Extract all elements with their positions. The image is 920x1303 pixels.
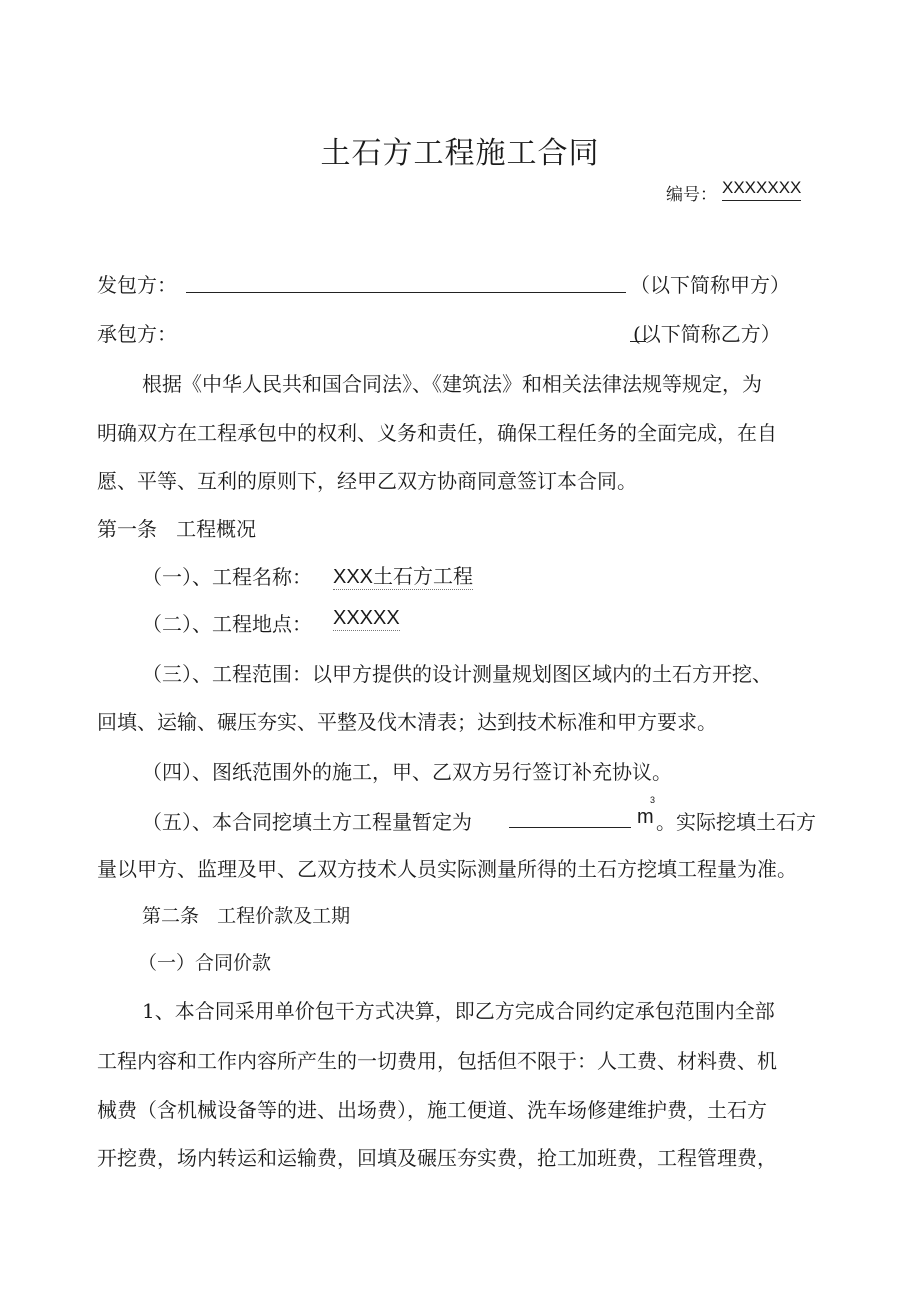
party-b-label: 承包方： — [97, 322, 177, 346]
quantity-unit-superscript: 3 — [650, 795, 656, 805]
project-name-label: （一）、工程名称： — [142, 565, 312, 589]
project-location-label: （二）、工程地点： — [142, 612, 312, 636]
contract-number-value: XXXXXXX — [722, 178, 801, 201]
project-location-value: XXXXX — [333, 607, 400, 629]
contract-price-heading: （一）合同价款 — [138, 952, 272, 974]
preamble-line-1: 根据《中华人民共和国合同法》、《建筑法》和相关法律法规等规定，为 — [142, 372, 762, 396]
project-scope-line-1: （三）、工程范围：以甲方提供的设计测量规划图区域内的土石方开挖、 — [142, 662, 772, 686]
article-1-heading: 第一条 工程概况 — [97, 517, 257, 541]
pricing-line-4: 开挖费，场内转运和运输费，回填及碾压夯实费，抢工加班费，工程管理费， — [97, 1146, 777, 1170]
project-name-value: XXX土石方工程 — [333, 560, 473, 590]
contract-number-label: 编号： — [666, 185, 717, 205]
preamble-line-2: 明确双方在工程承包中的权利、义务和责任，确保工程任务的全面完成，在自 — [97, 421, 777, 445]
quantity-blank-line — [509, 827, 631, 828]
pricing-line-1: 1、本合同采用单价包干方式决算，即乙方完成合同约定承包范围内全部 — [142, 999, 775, 1023]
party-a-label: 发包方： — [97, 273, 177, 297]
party-b-suffix: (以下简称乙方） — [633, 322, 781, 346]
page-title: 土石方工程施工合同 — [320, 136, 600, 171]
project-scope-line-2: 回填、运输、碾压夯实、平整及伐木清表；达到技术标准和甲方要求。 — [97, 710, 717, 734]
party-a-suffix: （以下简称甲方） — [630, 273, 790, 297]
quantity-unit: m — [637, 806, 654, 828]
article-2-heading: 第二条 工程价款及工期 — [142, 905, 351, 927]
pricing-line-2: 工程内容和工作内容所产生的一切费用，包括但不限于：人工费、材料费、机 — [97, 1049, 777, 1073]
preamble-line-3: 愿、平等、互利的原则下，经甲乙双方协商同意签订本合同。 — [97, 469, 637, 493]
quantity-clause-rest: 。实际挖填土石方 — [656, 810, 816, 834]
quantity-clause-line-2: 量以甲方、监理及甲、乙双方技术人员实际测量所得的土石方挖填工程量为准。 — [97, 857, 797, 881]
outside-scope-clause: （四）、图纸范围外的施工，甲、乙双方另行签订补充协议。 — [142, 760, 672, 784]
quantity-label: （五）、本合同挖填土方工程量暂定为 — [142, 810, 472, 834]
pricing-line-3: 械费（含机械设备等的进、出场费），施工便道、洗车场修建维护费，土石方 — [97, 1098, 767, 1122]
party-a-blank-line — [186, 292, 626, 293]
